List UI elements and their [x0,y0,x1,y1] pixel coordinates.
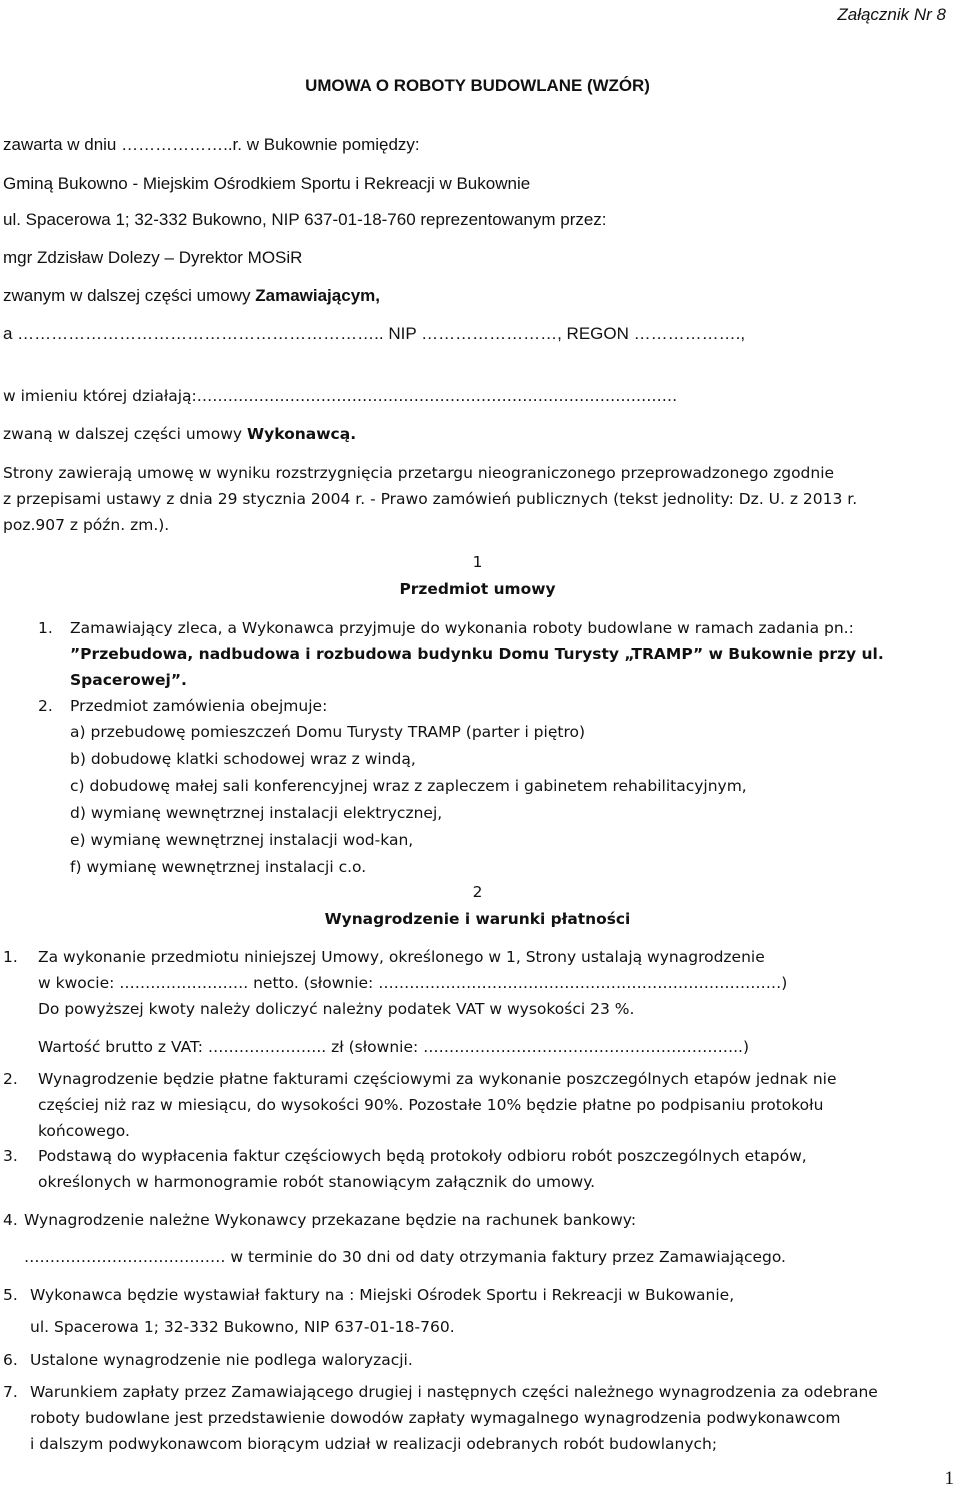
section-2-p4-num: 4. [3,1211,18,1229]
section-1-p2-num: 2. [38,697,53,715]
intro-party1-address: ul. Spacerowa 1; 32-332 Bukowno, NIP 637-01-18-760 reprezentowanym przez: [3,210,607,229]
intro-party1-role-name: Zamawiającym, [255,286,380,305]
section-2-p3-num: 3. [3,1147,18,1165]
section-2-p1-line-4: Wartość brutto z VAT: ………………….. zł (słownie: ……………………………………………………..) [38,1038,750,1056]
section-2-p1-line-3: Do powyższej kwoty należy doliczyć należny podatek VAT w wysokości 23 %. [38,1000,635,1018]
intro-party2-line: a ……………………………………………………….. NIP ……………………, REGON ………………., [3,324,746,343]
section-1-item-c [70,775,747,797]
section-2-p4-line-1: Wynagrodzenie należne Wykonawcy przekazane będzie na rachunek bankowy: [24,1211,637,1229]
section-1-item-b-text: dobudowę klatki schodowej wraz z windą, [90,750,416,768]
section-1-p1-line-3: Spacerowej”. [70,671,187,689]
section-1-item-a-text: przebudowę pomieszczeń Domu Turysty TRAMP (parter i piętro) [90,723,586,741]
section-1-number-value: 1 [472,553,483,571]
section-1-item-c-letter: c) [70,777,85,795]
intro-party2-role-prefix: zwaną w dalszej części umowy [3,425,247,443]
intro-party2-representatives: w imieniu której działają:………………………………………………………………………………… [3,387,678,405]
section-1-item-d-letter: d) [70,804,86,822]
section-2-p4-line-2: ………………………………… w terminie do 30 dni od daty otrzymania faktury przez Zamawiającego. [24,1248,786,1266]
section-1-item-a-letter: a) [70,723,86,741]
intro-party1-representative: mgr Zdzisław Dolezy – Dyrektor MOSiR [3,248,303,267]
section-2-p2-num: 2. [3,1070,18,1088]
section-2-p5-num: 5. [3,1286,18,1304]
section-2-p6-line-1: Ustalone wynagrodzenie nie podlega waloryzacji. [30,1351,413,1369]
section-2-p2-line-1: Wynagrodzenie będzie płatne fakturami częściowymi za wykonanie poszczególnych etapów jednak nie [38,1070,837,1088]
section-1-item-f-letter: f) [70,858,82,876]
section-1-item-f-text: wymianę wewnętrznej instalacji c.o. [86,858,367,876]
section-2-p1-line-2: w kwocie: ……………………. netto. (słownie: ……………………………………………………………………) [38,974,788,992]
section-1-p1-line-1: Zamawiający zleca, a Wykonawca przyjmuje do wykonania roboty budowlane w ramach zadania pn.: [70,619,854,637]
section-2-heading: Wynagrodzenie i warunki płatności [324,910,631,928]
section-1-item-d-text: wymianę wewnętrznej instalacji elektrycznej, [90,804,443,822]
intro-party2-role [3,423,356,445]
section-1-item-b-letter: b) [70,750,86,768]
preamble-line-3: poz.907 z późn. zm.). [3,516,170,534]
section-1-p2-text: Przedmiot zamówienia obejmuje: [70,697,328,715]
preamble-line-2: z przepisami ustawy z dnia 29 stycznia 2004 r. - Prawo zamówień publicznych (tekst jednolity: Dz. U. z 2013 r. [3,490,858,508]
section-2-p7-line-3: i dalszym podwykonawcom biorącym udział w realizacji odebranych robót budowlanych; [30,1435,718,1453]
section-2-p1-line-1: Za wykonanie przedmiotu niniejszej Umowy, określonego w 1, Strony ustalają wynagrodzenie [38,948,765,966]
section-2-p3-line-2: określonych w harmonogramie robót stanowiącym załącznik do umowy. [38,1173,596,1191]
attachment-label: Załącznik Nr 8 [837,5,946,24]
page-number: 1 [944,1468,954,1489]
section-1-heading: Przedmiot umowy [399,580,556,598]
section-2-number [0,881,955,903]
section-2-p7-line-2: roboty budowlane jest przedstawienie dowodów zapłaty wymagalnego wynagrodzenia podwykonawcom [30,1409,841,1427]
intro-party1-role-prefix: zwanym w dalszej części umowy [3,286,256,305]
section-2-number-value: 2 [472,883,483,901]
section-2-p5-line-1: Wykonawca będzie wystawiał faktury na : Miejski Ośrodek Sportu i Rekreacji w Bukowanie, [30,1286,735,1304]
section-1-item-c-text: dobudowę małej sali konferencyjnej wraz z zapleczem i gabinetem rehabilitacyjnym, [89,777,747,795]
section-1-item-e-letter: e) [70,831,86,849]
preamble-line-1: Strony zawierają umowę w wyniku rozstrzygnięcia przetargu nieograniczonego przeprowadzonego zgodnie [3,464,835,482]
section-1-item-a [70,721,585,743]
intro-party1-name: Gminą Bukowno - Miejskim Ośrodkiem Sportu i Rekreacji w Bukownie [3,174,531,193]
section-2-p1-num: 1. [3,948,18,966]
section-1-item-d [70,802,442,824]
intro-party2-role-name: Wykonawcą. [247,425,357,443]
section-2-p7-line-1: Warunkiem zapłaty przez Zamawiającego drugiej i następnych części należnego wynagrodzenia za odebrane [30,1383,878,1401]
section-2-p3-line-1: Podstawą do wypłacenia faktur częściowych będą protokoły odbioru robót poszczególnych etapów, [38,1147,807,1165]
section-1-item-b [70,748,416,770]
section-2-p2-line-2: częściej niż raz w miesiącu, do wysokości 90%. Pozostałe 10% będzie płatne po podpisaniu protokołu [38,1096,824,1114]
section-2-p6-num: 6. [3,1351,18,1369]
document-title: UMOWA O ROBOTY BUDOWLANE (WZÓR) [305,76,650,95]
section-1-item-e [70,829,413,851]
section-2-p5-line-2: ul. Spacerowa 1; 32-332 Bukowno, NIP 637-01-18-760. [30,1318,455,1336]
section-1-item-f [70,856,366,878]
section-1-p1-line-2: ”Przebudowa, nadbudowa i rozbudowa budynku Domu Turysty „TRAMP” w Bukownie przy ul. [70,645,884,663]
section-1-p1-num: 1. [38,619,53,637]
intro-party1-role [3,285,380,307]
intro-date-line: zawarta w dniu ………………..r. w Bukownie pomiędzy: [3,135,420,154]
section-1-number [0,551,955,573]
section-1-item-e-text: wymianę wewnętrznej instalacji wod-kan, [90,831,414,849]
section-2-p2-line-3: końcowego. [38,1122,130,1140]
section-2-p7-num: 7. [3,1383,18,1401]
